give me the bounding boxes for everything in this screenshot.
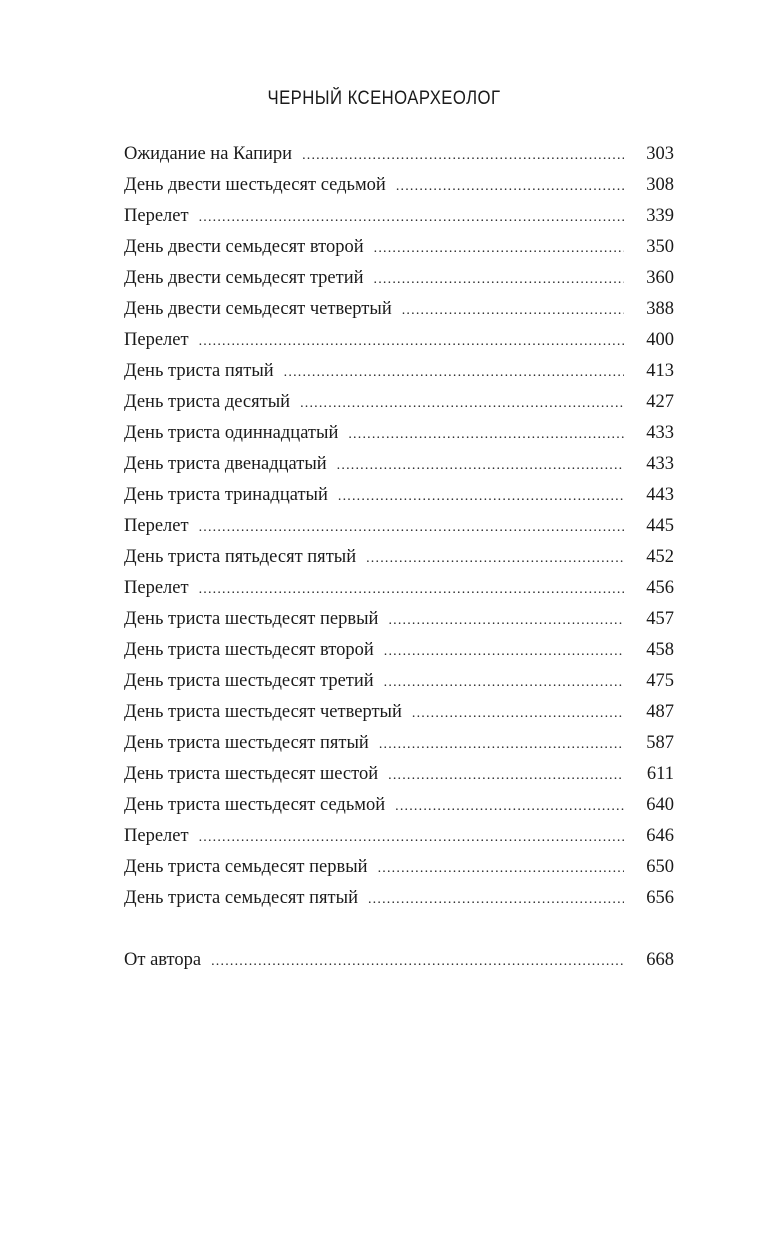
toc-entry-title: День триста шестьдесят шестой — [124, 764, 379, 784]
dot-leader — [199, 520, 624, 536]
toc-page-number: 587 — [646, 733, 674, 753]
toc-entry[interactable] — [124, 826, 674, 857]
toc-entry[interactable] — [124, 516, 674, 547]
toc-entry[interactable] — [124, 578, 674, 609]
toc-entry[interactable] — [124, 795, 674, 826]
dot-leader — [300, 396, 624, 412]
dot-leader — [199, 210, 624, 226]
toc-page-number: 445 — [646, 516, 674, 536]
toc-page-number: 443 — [646, 485, 674, 505]
toc-entry[interactable] — [124, 857, 674, 888]
toc-entry-title: День триста шестьдесят первый — [124, 609, 379, 629]
toc-page-number: 456 — [646, 578, 674, 598]
toc-entry[interactable] — [124, 733, 674, 764]
toc-entry[interactable] — [124, 330, 674, 361]
toc-page-number: 457 — [646, 609, 674, 629]
toc-page-number: 433 — [646, 454, 674, 474]
spacer — [124, 919, 674, 950]
dot-leader — [337, 458, 624, 474]
dot-leader — [374, 272, 624, 288]
toc-page-number: 656 — [646, 888, 674, 908]
toc-entry[interactable] — [124, 144, 674, 175]
dot-leader — [366, 551, 624, 567]
dot-leader — [199, 334, 624, 350]
toc-page-number: 433 — [646, 423, 674, 443]
toc-page-number: 427 — [646, 392, 674, 412]
dot-leader — [338, 489, 624, 505]
toc-entry-title: День триста пятьдесят пятый — [124, 547, 357, 567]
toc-entry-title: День триста шестьдесят четвертый — [124, 702, 402, 722]
toc-entry-title: День триста шестьдесят седьмой — [124, 795, 386, 815]
toc-entry-title: День триста тринадцатый — [124, 485, 328, 505]
toc-page-number: 487 — [646, 702, 674, 722]
toc-entry[interactable] — [124, 206, 674, 237]
dot-leader — [211, 954, 624, 970]
dot-leader — [368, 892, 624, 908]
toc-entry-title: День двести семьдесят четвертый — [124, 299, 392, 319]
toc-page-number: 650 — [646, 857, 674, 877]
toc-page-number: 339 — [646, 206, 674, 226]
dot-leader — [395, 799, 624, 815]
toc-entry-title: День триста десятый — [124, 392, 291, 412]
toc-entry[interactable] — [124, 454, 674, 485]
dot-leader — [388, 613, 624, 629]
toc-entry-title: День триста шестьдесят второй — [124, 640, 374, 660]
dot-leader — [302, 148, 624, 164]
toc-entry-title: Ожидание на Капири — [124, 144, 293, 164]
toc-page-number: 400 — [646, 330, 674, 350]
toc-entry[interactable] — [124, 640, 674, 671]
toc-entry-title: День триста двенадцатый — [124, 454, 327, 474]
toc-page-number: 611 — [646, 764, 674, 784]
dot-leader — [199, 582, 624, 598]
dot-leader — [348, 427, 624, 443]
toc-entry-title: День триста пятый — [124, 361, 274, 381]
page-title: ЧЕРНЫЙ КСЕНОАРХЕОЛОГ — [267, 88, 501, 109]
toc-entry[interactable] — [124, 702, 674, 733]
toc-entry-title: День двести семьдесят второй — [124, 237, 364, 257]
toc-page-number: 388 — [646, 299, 674, 319]
toc-entry-title: День триста семьдесят первый — [124, 857, 368, 877]
toc-page-number: 452 — [646, 547, 674, 567]
toc-entry[interactable] — [124, 547, 674, 578]
toc-page-number: 350 — [646, 237, 674, 257]
toc-entry[interactable] — [124, 423, 674, 454]
toc-entry-title: Перелет — [124, 516, 189, 536]
toc-entry-title: Перелет — [124, 206, 189, 226]
toc-entry-title: День двести семьдесят третий — [124, 268, 364, 288]
toc-entry[interactable] — [124, 268, 674, 299]
dot-leader — [378, 861, 624, 877]
dot-leader — [199, 830, 624, 846]
toc-entry[interactable] — [124, 764, 674, 795]
toc-page-number: 308 — [646, 175, 674, 195]
toc-entry-title: День триста одиннадцатый — [124, 423, 339, 443]
toc-page-number: 640 — [646, 795, 674, 815]
toc-entry[interactable] — [124, 392, 674, 423]
toc-entry-title: День триста шестьдесят третий — [124, 671, 374, 691]
dot-leader — [384, 675, 624, 691]
toc-page-number: 458 — [646, 640, 674, 660]
toc-entry-title: От автора — [124, 950, 202, 970]
toc-entry-title: День триста шестьдесят пятый — [124, 733, 369, 753]
dot-leader — [284, 365, 624, 381]
toc-entry[interactable] — [124, 671, 674, 702]
toc-entry[interactable] — [124, 299, 674, 330]
toc-page-number: 413 — [646, 361, 674, 381]
toc-entry[interactable] — [124, 888, 674, 919]
dot-leader — [384, 644, 624, 660]
toc-page-number: 646 — [646, 826, 674, 846]
toc-entry-title: Перелет — [124, 330, 189, 350]
toc-entry-afterword[interactable] — [124, 950, 674, 981]
toc-entry-title: День двести шестьдесят седьмой — [124, 175, 386, 195]
dot-leader — [388, 768, 624, 784]
toc-entry[interactable] — [124, 485, 674, 516]
toc-entry-title: День триста семьдесят пятый — [124, 888, 358, 908]
table-of-contents — [124, 144, 674, 981]
dot-leader — [402, 303, 624, 319]
toc-page-number: 360 — [646, 268, 674, 288]
toc-entry[interactable] — [124, 175, 674, 206]
toc-entry[interactable] — [124, 237, 674, 268]
dot-leader — [379, 737, 624, 753]
dot-leader — [374, 241, 624, 257]
dot-leader — [412, 706, 624, 722]
toc-entry-title: Перелет — [124, 578, 189, 598]
toc-entry[interactable] — [124, 609, 674, 640]
toc-page-number: 475 — [646, 671, 674, 691]
toc-entry-title: Перелет — [124, 826, 189, 846]
toc-entry[interactable] — [124, 361, 674, 392]
toc-page-number: 668 — [646, 950, 674, 970]
dot-leader — [396, 179, 624, 195]
toc-page-number: 303 — [646, 144, 674, 164]
